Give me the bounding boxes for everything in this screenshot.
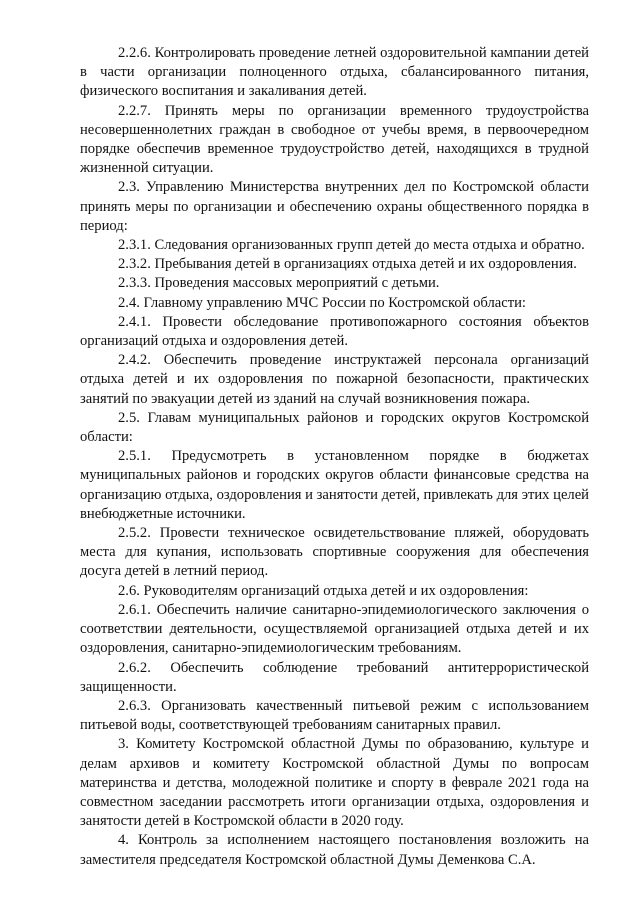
paragraph-2-6-3: 2.6.3. Организовать качественный питьевой режим с использованием питьевой воды, соответствующей требованиям санитарных правил. [80, 697, 589, 734]
paragraph-4: 4. Контроль за исполнением настоящего постановления возложить на заместителя председателя Костромской областной Думы Деменкова С.А. [80, 832, 589, 868]
paragraph-2-3: 2.3. Управлению Министерства внутренних дел по Костромской области принять меры по организации и обеспечению охраны общественного порядка в период: [80, 179, 589, 234]
paragraph-2-2-6: 2.2.6. Контролировать проведение летней оздоровительной кампании детей в части организации полноценного отдыха, сбалансированного питания, физического воспитания и закаливания детей. [80, 45, 589, 100]
paragraph-2-3-1: 2.3.1. Следования организованных групп детей до места отдыха и обратно. [118, 237, 585, 254]
paragraph-2-6-2: 2.6.2. Обеспечить соблюдение требований антитеррористической защищенности. [80, 659, 589, 695]
paragraph-2-4-2: 2.4.2. Обеспечить проведение инструктажей персонала организаций отдыха детей и их оздоровления по пожарной безопасности, практических занятий по эвакуации детей из зданий на случай возникновения пожара. [80, 352, 589, 407]
paragraph-2-2-7: 2.2.7. Принять меры по организации временного трудоустройства несовершеннолетних граждан в свободное от учебы время, в первоочередном порядке обеспечив временное трудоустройство детей, находящихся в трудной жизненной ситуации. [80, 102, 589, 177]
paragraph-2-3-3: 2.3.3. Проведения массовых мероприятий с детьми. [118, 275, 440, 292]
paragraph-2-5: 2.5. Главам муниципальных районов и городских округов Костромской области: [80, 409, 589, 446]
paragraph-2-5-1: 2.5.1. Предусмотреть в установленном порядке в бюджетах муниципальных районов и городских округов области финансовые средства на организацию отдыха, оздоровления и занятости детей, привлекать для этих целей внебюджетные источники. [80, 448, 589, 522]
paragraph-2-4-1: 2.4.1. Провести обследование противопожарного состояния объектов организаций отдыха и оздоровления детей. [80, 313, 589, 350]
paragraph-2-4: 2.4. Главному управлению МЧС России по Костромской области: [118, 294, 526, 311]
paragraph-3: 3. Комитету Костромской областной Думы по образованию, культуре и делам архивов и комитету Костромской областной Думы по вопросам материнства и детства, молодежной политике и спорту в феврале 2021 года на совместном заседании рассмотреть итоги организации отдыха, оздоровления и занятости детей в Костромской области в 2020 году. [80, 736, 589, 830]
paragraph-2-6-1: 2.6.1. Обеспечить наличие санитарно-эпидемиологического заключения о соответствии деятельности, осуществляемой организацией отдыха детей и их оздоровления, санитарно-эпидемиологическим требованиям. [80, 601, 589, 657]
paragraph-2-5-2: 2.5.2. Провести техническое освидетельствование пляжей, оборудовать места для купания, использовать спортивные сооружения для обеспечения досуга детей в летний период. [80, 525, 589, 580]
paragraph-2-3-2: 2.3.2. Пребывания детей в организациях отдыха детей и их оздоровления. [118, 256, 577, 273]
document-body [80, 44, 589, 870]
paragraph-2-6: 2.6. Руководителям организаций отдыха детей и их оздоровления: [118, 582, 529, 599]
